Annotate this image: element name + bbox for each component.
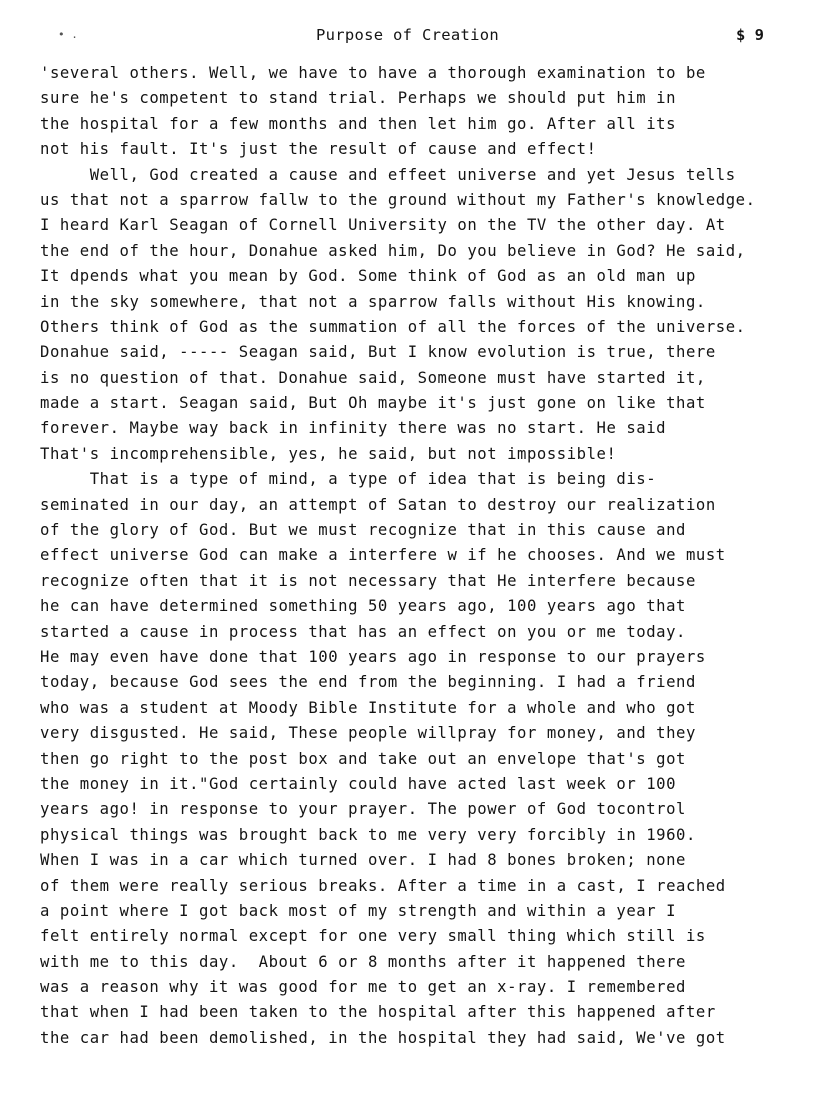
- text-line: felt entirely normal except for one very small thing which still is: [40, 927, 706, 946]
- text-line: recognize often that it is not necessary that He interfere because: [40, 571, 696, 590]
- text-line: today, because God sees the end from the beginning. I had a friend: [40, 673, 696, 692]
- text-line: the hospital for a few months and then let him go. After all its: [40, 114, 677, 133]
- stray-mark: • .: [58, 28, 78, 41]
- text-line: of the glory of God. But we must recognize that in this cause and: [40, 521, 686, 540]
- body-text: [40, 61, 830, 1051]
- text-line: not his fault. It's just the result of cause and effect!: [40, 140, 597, 159]
- text-line: the end of the hour, Donahue asked him, Do you believe in God? He said,: [40, 241, 746, 260]
- text-line: Donahue said, ----- Seagan said, But I know evolution is true, there: [40, 343, 716, 362]
- text-line: made a start. Seagan said, But Oh maybe it's just gone on like that: [40, 394, 706, 413]
- text-line: the car had been demolished, in the hospital they had said, We've got: [40, 1028, 726, 1047]
- text-line: of them were really serious breaks. After a time in a cast, I reached: [40, 876, 726, 895]
- text-line: he can have determined something 50 years ago, 100 years ago that: [40, 597, 686, 616]
- page-number: $ 9: [736, 26, 764, 44]
- text-line: That is a type of mind, a type of idea that is being dis-: [40, 470, 657, 489]
- text-line: was a reason why it was good for me to get an x-ray. I remembered: [40, 978, 686, 997]
- text-line: who was a student at Moody Bible Institute for a whole and who got: [40, 698, 696, 717]
- text-line: a point where I got back most of my strength and within a year I: [40, 901, 677, 920]
- text-line: Well, God created a cause and effeet universe and yet Jesus tells: [40, 165, 736, 184]
- text-line: When I was in a car which turned over. I had 8 bones broken; none: [40, 851, 686, 870]
- text-line: years ago! in response to your prayer. The power of God tocontrol: [40, 800, 686, 819]
- text-line: I heard Karl Seagan of Cornell University on the TV the other day. At: [40, 216, 726, 235]
- text-line: That's incomprehensible, yes, he said, but not impossible!: [40, 444, 617, 463]
- page-header: [0, 26, 837, 52]
- text-line: He may even have done that 100 years ago in response to our prayers: [40, 647, 706, 666]
- text-line: in the sky somewhere, that not a sparrow falls without His knowing.: [40, 292, 706, 311]
- text-line: very disgusted. He said, These people willpray for money, and they: [40, 724, 696, 743]
- text-line: with me to this day. About 6 or 8 months after it happened there: [40, 952, 686, 971]
- text-line: Others think of God as the summation of all the forces of the universe.: [40, 317, 746, 336]
- text-line: effect universe God can make a interfere w if he chooses. And we must: [40, 546, 726, 565]
- text-line: seminated in our day, an attempt of Satan to destroy our realization: [40, 495, 716, 514]
- text-line: sure he's competent to stand trial. Perhaps we should put him in: [40, 89, 677, 108]
- page-title: Purpose of Creation: [316, 26, 500, 44]
- text-line: us that not a sparrow fallw to the ground without my Father's knowledge.: [40, 190, 756, 209]
- text-line: that when I had been taken to the hospital after this happened after: [40, 1003, 716, 1022]
- text-line: started a cause in process that has an effect on you or me today.: [40, 622, 686, 641]
- text-line: is no question of that. Donahue said, Someone must have started it,: [40, 368, 706, 387]
- text-line: forever. Maybe way back in infinity there was no start. He said: [40, 419, 667, 438]
- text-line: physical things was brought back to me very very forcibly in 1960.: [40, 825, 696, 844]
- text-line: then go right to the post box and take out an envelope that's got: [40, 749, 686, 768]
- text-line: It dpends what you mean by God. Some think of God as an old man up: [40, 267, 696, 286]
- text-line: the money in it."God certainly could have acted last week or 100: [40, 774, 677, 793]
- text-line: 'several others. Well, we have to have a thorough examination to be: [40, 64, 706, 82]
